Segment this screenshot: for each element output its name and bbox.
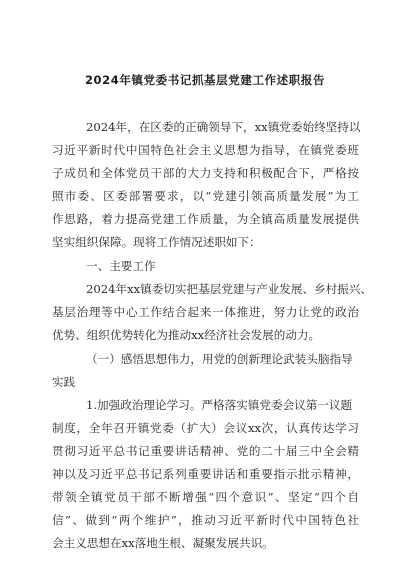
paragraph-line: 子成员和全体党员干部的大力支持和积极配合下，严格按	[52, 166, 359, 180]
paragraph-line: 习近平新时代中国特色社会主义思想为指导，在镇党委班	[52, 143, 359, 157]
paragraph-line: 神以及习近平总书记系列重要讲话和重要指示批示精神，	[52, 467, 359, 481]
paragraph-line: 会主义思想在xx落地生根、凝聚发展共识。	[52, 536, 274, 550]
subsection-heading: （一）感悟思想伟力，用党的创新理论武装头脑指导	[86, 352, 353, 366]
paragraph-line: 基层治理等中心工作结合起来一体推进，努力让党的政治	[52, 305, 359, 319]
paragraph-line: 信”、做到“两个维护”，推动习近平新时代中国特色社	[52, 513, 359, 527]
paragraph-line: 照市委、区委部署要求，以“党建引领高质量发展”为工	[52, 189, 359, 203]
paragraph-line: 坚实组织保障。现将工作情况述职如下：	[52, 235, 261, 249]
paragraph-line: 优势、组织优势转化为推动xx经济社会发展的动力。	[52, 328, 321, 342]
paragraph-line: 制度，全年召开镇党委（扩大）会议xx次，认真传达学习	[52, 421, 359, 435]
paragraph-line: 2024年，在区委的正确领导下，xx镇党委始终坚持以	[86, 120, 361, 134]
section-heading: 一、主要工作	[86, 259, 156, 273]
paragraph-line: 2024年xx镇委切实把基层党建与产业发展、乡村振兴、	[86, 282, 373, 296]
paragraph-line: 1.加强政治理论学习。严格落实镇党委会议第一议题	[86, 398, 353, 412]
paragraph-line: 作思路，着力提高党建工作质量，为全镇高质量发展提供	[52, 212, 359, 226]
paragraph-line: 贯彻习近平总书记重要讲话精神、党的二十届三中全会精	[52, 444, 359, 458]
document-title: 2024年镇党委书记抓基层党建工作述职报告	[84, 73, 326, 87]
paragraph-line: 带领全镇党员干部不断增强“四个意识”、坚定“四个自	[52, 490, 359, 504]
subsection-heading-cont: 实践	[52, 375, 76, 389]
